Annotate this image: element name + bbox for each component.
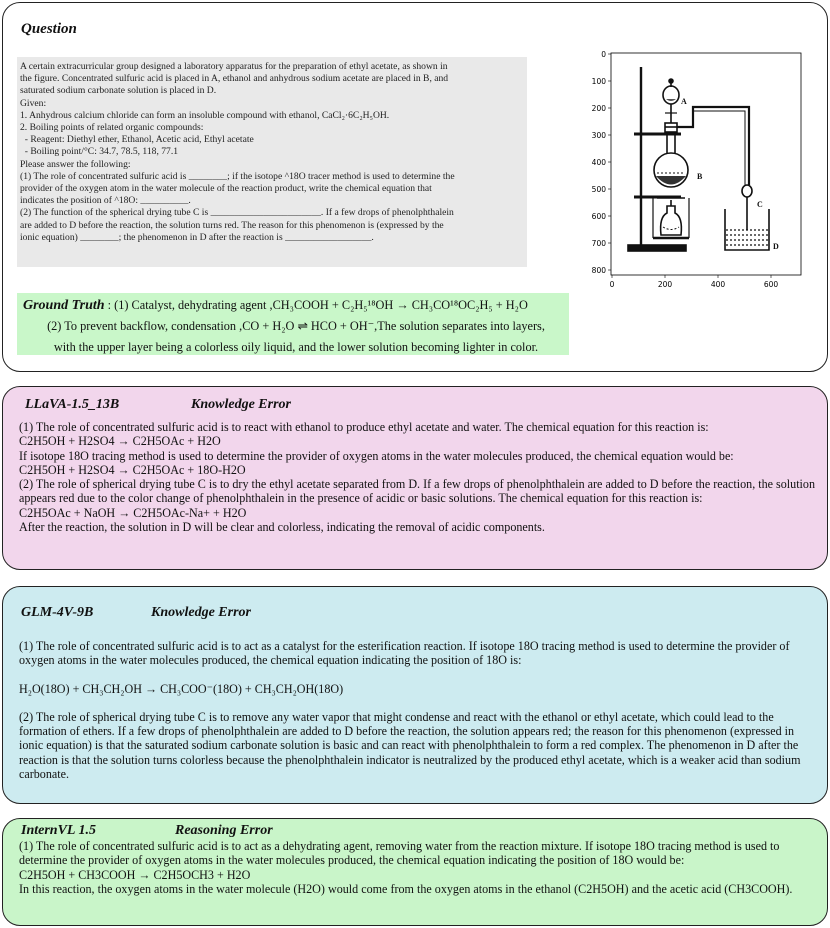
response-line: If isotope 18O tracing method is used to determine the provider of oxygen atoms in the water molecules produced, the chemical equation would be:	[19, 448, 734, 463]
question-line: (1) The role of concentrated sulfuric acid is ________; if the isotope ^18O tracer method is used to determine the	[20, 170, 455, 182]
x-tick-label: 400	[710, 280, 726, 289]
response-line: (1) The role of concentrated sulfuric acid is to act as a dehydrating agent, removing water from the reaction mixture. If isotope 18O tracing method is used to determine the provider of oxygen atoms in the water molecules produced, the chemical equation indicating the position of 18O would be:	[19, 839, 783, 868]
x-tick-label: 200	[657, 280, 673, 289]
question-line: saturated sodium carbonate solution is placed in D.	[20, 85, 217, 97]
model-name: InternVL 1.5	[21, 823, 96, 838]
question-card	[2, 2, 828, 372]
response-paragraph: (1) The role of concentrated sulfuric acid is to act as a catalyst for the esterification reaction. If isotope 18O tracing method is used to determine the provider of oxygen atoms in the water molecules produced, the chemical equation indicating the position of 18O is:	[19, 639, 793, 668]
x-tick-label: 0	[609, 280, 615, 289]
response-line: In this reaction, the oxygen atoms in the water molecule (H2O) would come from the oxygen atoms in the ethanol (C2H5OH) and the acetic acid (CH3COOH).	[19, 881, 793, 896]
response-line: C2H5OH + H2SO4 → C2H5OAc + 18O-H2O	[19, 462, 246, 477]
question-line: provider of the oxygen atom in the water molecule of the reaction product, write the chemical equation that	[20, 183, 432, 195]
y-axis-ticks	[592, 50, 611, 275]
y-tick-label: 700	[591, 239, 606, 248]
response-line: After the reaction, the solution in D will be clear and colorless, indicating the removal of acidic components.	[19, 520, 545, 535]
response-line: (1) The role of concentrated sulfuric acid is to react with ethanol to produce ethyl acetate and water. The chemical equation for this reaction is:	[19, 420, 709, 434]
y-tick-label: 800	[591, 266, 606, 275]
y-tick-label: 300	[591, 131, 606, 140]
y-tick-label: 200	[591, 104, 606, 113]
question-line: 2. Boiling points of related organic compounds:	[20, 122, 204, 134]
question-line: are added to D before the reaction, the solution turns red. The reason for this phenomenon is (expressed by the	[20, 219, 444, 231]
y-tick-label: 0	[601, 50, 606, 59]
question-line: (2) The function of the spherical drying tube C is _______________________. If a few drops of phenolphthalein	[20, 207, 454, 219]
internvl-response-card	[2, 818, 828, 926]
response-text	[19, 420, 819, 534]
x-axis-ticks	[610, 275, 779, 289]
question-line: Please answer the following:	[20, 158, 131, 170]
ground-truth-line-3: with the upper layer being a colorless oily liquid, and the lower solution becoming lighter in color.	[53, 340, 539, 354]
ground-truth-box	[17, 293, 569, 355]
llava-response-card	[2, 386, 828, 570]
glm-response-card	[2, 586, 828, 804]
response-text	[19, 839, 819, 896]
question-line: indicates the position of ^18O: __________.	[20, 195, 191, 207]
y-tick-label: 400	[591, 158, 606, 167]
error-type: Knowledge Error	[191, 397, 291, 412]
y-tick-label: 500	[591, 185, 606, 194]
response-paragraph: H₂O(18O) + CH₃CH₂OH → CH₃COO⁻(18O) + CH₃CH₂OH(18O)	[19, 681, 344, 696]
ground-truth-line-1: : (1) Catalyst, dehydrating agent ,CH₃COOH + C₂H₅¹⁸OH → CH₃CO¹⁸OC₂H₅ + H₂O	[107, 298, 528, 312]
question-line: 1. Anhydrous calcium chloride can form an insoluble compound with ethanol, CaCl₂·6C₂H₅OH.	[20, 109, 390, 121]
question-line: ionic equation) ________; the phenomenon in D after the reaction is __________________.	[20, 231, 374, 243]
ground-truth-label: Ground Truth	[23, 298, 105, 313]
question-text	[17, 57, 527, 267]
y-tick-label: 100	[591, 77, 606, 86]
question-line: - Reagent: Diethyl ether, Ethanol, Acetic acid, Ethyl acetate	[20, 134, 254, 146]
question-line: the figure. Concentrated sulfuric acid is placed in A, ethanol and anhydrous sodium acetate are placed in B, and	[20, 73, 449, 85]
question-line: A certain extracurricular group designed a laboratory apparatus for the preparation of ethyl acetate, as shown in	[20, 61, 448, 72]
question-line: - Boiling point/°C: 34.7, 78.5, 118, 77.1	[20, 146, 179, 158]
response-text	[19, 639, 817, 781]
x-tick-label: 600	[763, 280, 779, 289]
ground-truth-line-2: (2) To prevent backflow, condensation ,CO + H₂O ⇌ HCO + OH⁻,The solution separates into layers,	[47, 319, 545, 333]
error-type: Knowledge Error	[151, 605, 251, 620]
response-line: C2H5OAc + NaOH → C2H5OAc-Na+ + H2O	[19, 505, 247, 520]
label-c: C	[757, 200, 763, 209]
response-paragraph: (2) The role of spherical drying tube C is to remove any water vapor that might condense and react with the ethanol or ethyl acetate, which could lead to the formation of ethers. If a few drops of phenolphthalein are added to D before the reaction, the solution appears red; the reason for this phenomenon (expressed in ionic equation) is that the saturated sodium carbonate solution is basic and can react with phenolphthalein to form a red complex. The phenomenon in D after the reaction is that the solution turns colorless because the phenolphthalein indicator is neutralized by the produced ethyl acetate, which is a weaker acid than sodium carbonate.	[19, 709, 804, 782]
label-a: A	[681, 97, 687, 106]
model-name: GLM-4V-9B	[21, 605, 94, 620]
response-line: C2H5OH + H2SO4 → C2H5OAc + H2O	[19, 434, 221, 449]
y-tick-label: 600	[591, 212, 606, 221]
response-line: C2H5OH + CH3COOH → C2H5OCH3 + H2O	[19, 867, 251, 882]
apparatus-figure	[581, 45, 821, 297]
error-type: Reasoning Error	[175, 823, 273, 838]
response-line: (2) The role of spherical drying tube C is to dry the ethyl acetate separated from D. If a few drops of phenolphthalein are added to D before the reaction, the solution appears red due to the color change of phenolphthalein in the presence of acidic or basic solutions. The chemical equation for this reaction is:	[19, 477, 819, 506]
question-title: Question	[21, 21, 77, 37]
label-b: B	[697, 172, 703, 181]
question-line: Given:	[20, 97, 47, 109]
model-name: LLaVA-1.5_13B	[25, 397, 120, 412]
label-d: D	[773, 242, 779, 251]
